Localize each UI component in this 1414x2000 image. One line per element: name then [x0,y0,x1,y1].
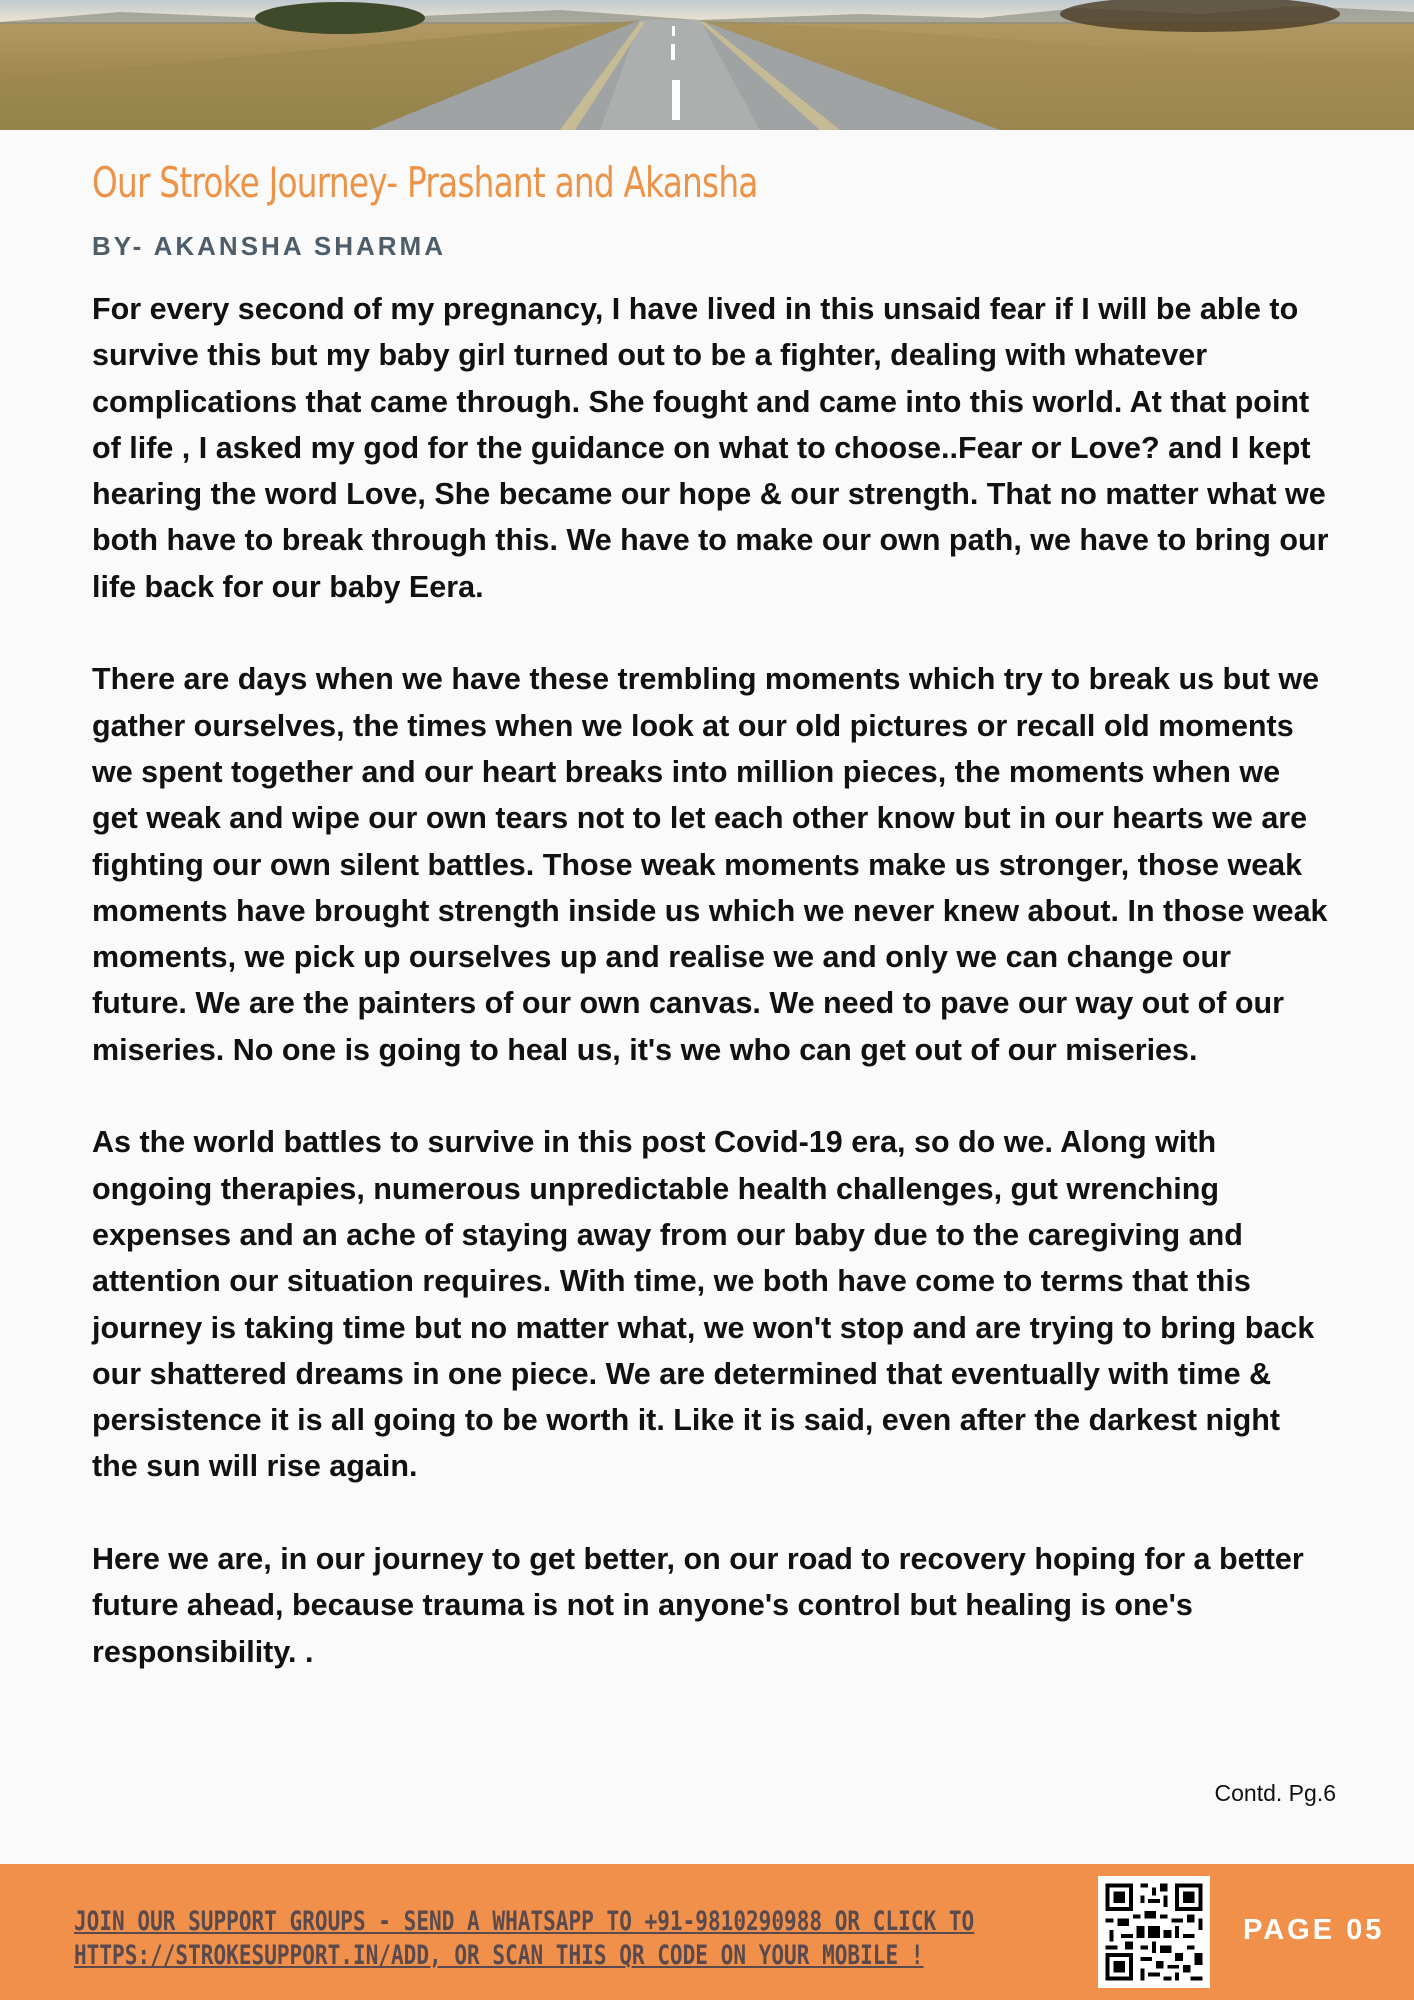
paragraph: As the world battles to survive in this post Covid-19 era, so do we. Along with ongoing therapies, numerous unpredictable health challenges, gut wrenching expenses and an ache of staying away from our baby due to the caregiving and attention our situation requires. With time, we both have come to terms that this journey is taking time but no matter what, we won't stop and are trying to bring back our shattered dreams in one piece. We are determined that eventually with time & persistence it is all going to be worth it. Like it is said, even after the darkest night the sun will rise again. [92,1125,1315,1484]
article-title: Our Stroke Journey- Prashant and Akansha [92,158,758,207]
article-byline: BY- AKANSHA SHARMA [92,231,446,261]
qr-code-icon [1098,1876,1210,1988]
support-group-link[interactable] [74,1905,975,1973]
paragraph: Here we are, in our journey to get better, on our road to recovery hoping for a better future ahead, because trauma is not in anyone's control but healing is one's responsibility. . [92,1542,1304,1669]
cta-line-1[interactable]: JOIN OUR SUPPORT GROUPS - SEND A WHATSAPP TO +91-9810290988 OR CLICK TO [74,1906,975,1937]
paragraph: There are days when we have these trembling moments which try to break us but we gather ourselves, the times when we look at our old pictures or recall old moments we spent together and our heart breaks into million pieces, the moments when we get weak and wipe our own tears not to let each other know but in our hearts we are fighting our own silent battles. Those weak moments make us stronger, those weak moments have brought strength inside us which we never knew about. In those weak moments, we pick up ourselves up and realise we and only we can change our future. We are the painters of our own canvas. We need to pave our way out of our miseries. No one is going to heal us, it's we who can get out of our miseries. [92,662,1328,1067]
article-body [92,286,1332,1675]
header-road-image [0,0,1414,130]
page-number: PAGE 05 [1243,1914,1385,1946]
continued-note: Contd. Pg.6 [1214,1780,1336,1806]
cta-line-2[interactable]: HTTPS://STROKESUPPORT.IN/ADD, OR SCAN THIS QR CODE ON YOUR MOBILE ! [74,1940,924,1971]
paragraph: For every second of my pregnancy, I have lived in this unsaid fear if I will be able to survive this but my baby girl turned out to be a fighter, dealing with whatever complications that came through. She fought and came into this world. At that point of life , I asked my god for the guidance on what to choose..Fear or Love? and I kept hearing the word Love, She became our hope & our strength. That no matter what we both have to break through this. We have to make our own path, we have to bring our life back for our baby Eera. [92,292,1329,604]
